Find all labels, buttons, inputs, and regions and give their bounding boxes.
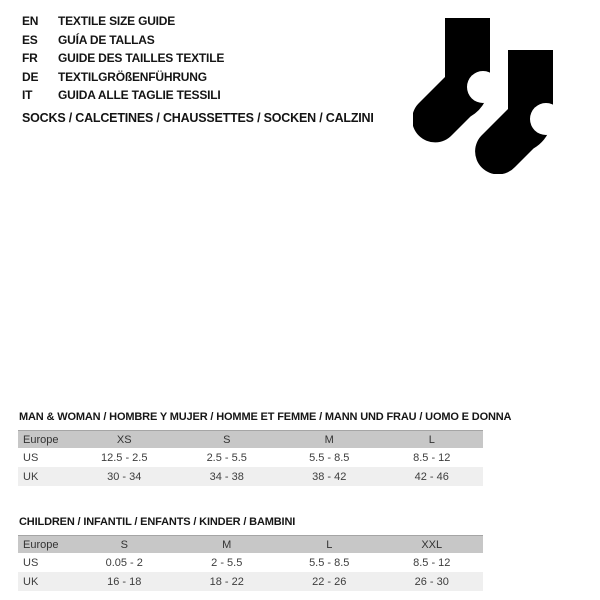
size-value: 12.5 - 2.5 <box>101 451 148 464</box>
table-header-row <box>18 431 483 449</box>
size-value: 38 - 42 <box>312 470 347 483</box>
language-title: GUIDA ALLE TAGLIE TESSILI <box>58 88 221 103</box>
size-column-header: XXL <box>421 538 443 551</box>
size-column-header: XS <box>116 433 132 446</box>
region-label: US <box>23 556 39 569</box>
language-title: TEXTILGRÖßENFÜHRUNG <box>58 69 207 84</box>
region-label: UK <box>23 575 39 588</box>
region-column-header: Europe <box>23 433 59 446</box>
region-label: US <box>23 451 39 464</box>
size-value: 30 - 34 <box>107 470 142 483</box>
region-column-header: Europe <box>23 538 59 551</box>
language-list <box>22 12 224 105</box>
size-value: 26 - 30 <box>414 575 449 588</box>
language-row <box>22 49 224 68</box>
language-code: EN <box>22 14 39 29</box>
size-value: 8.5 - 12 <box>413 556 451 569</box>
sock-left <box>413 18 499 142</box>
size-value: 2 - 5.5 <box>211 556 243 569</box>
table-row <box>18 448 483 467</box>
language-row <box>22 86 224 105</box>
size-value: 22 - 26 <box>312 575 347 588</box>
table-row <box>18 467 483 486</box>
size-value: 42 - 46 <box>414 470 449 483</box>
size-table-section-adult <box>18 411 512 486</box>
size-value: 8.5 - 12 <box>413 451 451 464</box>
size-column-header: M <box>324 433 334 446</box>
language-title: TEXTILE SIZE GUIDE <box>58 14 176 29</box>
socks-icon <box>413 18 553 174</box>
language-row <box>22 68 224 87</box>
size-value: 18 - 22 <box>209 575 244 588</box>
category-line: SOCKS / CALCETINES / CHAUSSETTES / SOCKEN / CALZINI <box>22 111 374 125</box>
size-column-header: L <box>326 538 333 551</box>
language-title: GUÍA DE TALLAS <box>58 32 155 47</box>
size-table-children <box>18 535 483 591</box>
language-code: IT <box>22 88 33 103</box>
language-code: ES <box>22 32 38 47</box>
size-column-header: M <box>222 538 232 551</box>
language-title: GUIDE DES TAILLES TEXTILE <box>58 51 225 66</box>
language-code: FR <box>22 51 38 66</box>
table-header-row <box>18 536 483 554</box>
table-title-children: CHILDREN / INFANTIL / ENFANTS / KINDER / BAMBINI <box>19 516 296 528</box>
table-title-adult: MAN & WOMAN / HOMBRE Y MUJER / HOMME ET FEMME / MANN UND FRAU / UOMO E DONNA <box>19 411 512 423</box>
language-code: DE <box>22 69 39 84</box>
language-row <box>22 31 224 50</box>
language-row <box>22 12 224 31</box>
size-value: 0.05 - 2 <box>105 556 143 569</box>
size-table-adult <box>18 430 483 486</box>
size-column-header: S <box>223 433 231 446</box>
size-value: 5.5 - 8.5 <box>309 451 350 464</box>
table-row <box>18 572 483 591</box>
size-table-section-children <box>18 517 483 591</box>
size-value: 34 - 38 <box>209 470 244 483</box>
table-row <box>18 553 483 572</box>
size-column-header: S <box>120 538 128 551</box>
size-value: 16 - 18 <box>107 575 142 588</box>
size-value: 2.5 - 5.5 <box>206 451 247 464</box>
size-value: 5.5 - 8.5 <box>309 556 350 569</box>
region-label: UK <box>23 470 39 483</box>
size-column-header: L <box>428 433 435 446</box>
